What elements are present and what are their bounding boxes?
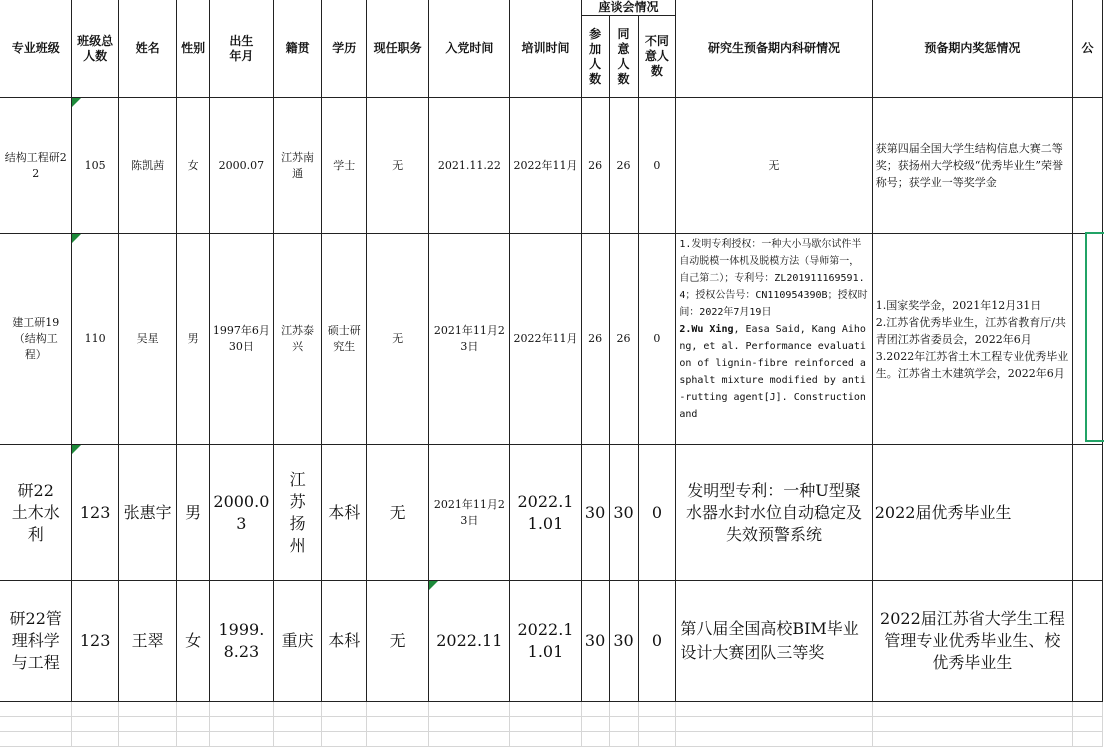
comment-flag-icon	[429, 581, 438, 590]
empty-cell[interactable]	[872, 732, 1072, 747]
cell-attend[interactable]: 26	[581, 98, 609, 234]
cell-attend[interactable]: 30	[581, 581, 609, 702]
cell-agree[interactable]: 26	[609, 98, 638, 234]
cell-attend[interactable]: 30	[581, 445, 609, 581]
cell-current-post[interactable]: 无	[367, 98, 429, 234]
empty-cell[interactable]	[273, 717, 322, 732]
empty-cell[interactable]	[72, 702, 119, 717]
cell-agree[interactable]: 30	[609, 581, 638, 702]
table-row	[0, 581, 1103, 702]
header-native-place[interactable]: 籍贯	[273, 0, 322, 98]
cell-birth[interactable]: 2000.03	[210, 445, 274, 581]
cell-public[interactable]	[1073, 98, 1103, 234]
header-major-class[interactable]: 专业班级	[0, 0, 72, 98]
cell-research[interactable]: 无	[676, 98, 872, 234]
cell-native-place[interactable]: 江苏南通	[273, 98, 322, 234]
empty-cell[interactable]	[273, 732, 322, 747]
empty-cell[interactable]	[210, 732, 274, 747]
empty-cell[interactable]	[510, 702, 581, 717]
empty-cell[interactable]	[429, 702, 510, 717]
empty-cell[interactable]	[0, 702, 72, 717]
cell-agree[interactable]: 30	[609, 445, 638, 581]
empty-row	[0, 717, 1103, 732]
cell-training[interactable]: 2022.11.01	[510, 445, 581, 581]
empty-cell[interactable]	[872, 702, 1072, 717]
cell-birth[interactable]: 1999.8.23	[210, 581, 274, 702]
empty-cell[interactable]	[0, 732, 72, 747]
empty-cell[interactable]	[177, 702, 210, 717]
header-research[interactable]: 研究生预备期内科研情况	[676, 0, 872, 98]
header-agree[interactable]: 同意人数	[609, 16, 638, 98]
empty-cell[interactable]	[367, 702, 429, 717]
header-education[interactable]: 学历	[322, 0, 367, 98]
header-forum-group[interactable]: 座谈会情况	[581, 0, 676, 16]
empty-cell[interactable]	[1073, 732, 1103, 747]
empty-cell[interactable]	[676, 732, 872, 747]
cell-research[interactable]	[676, 234, 872, 445]
cell-name[interactable]: 陈凯茜	[118, 98, 176, 234]
empty-cell[interactable]	[510, 717, 581, 732]
cell-education[interactable]: 本科	[322, 445, 367, 581]
empty-cell[interactable]	[872, 717, 1072, 732]
cell-training[interactable]: 2022年11月	[510, 234, 581, 445]
empty-cell[interactable]	[177, 717, 210, 732]
cell-disagree[interactable]: 0	[638, 581, 676, 702]
table-row	[0, 234, 1103, 445]
empty-cell[interactable]	[1073, 717, 1103, 732]
header-attend[interactable]: 参加人数	[581, 16, 609, 98]
cell-major-class[interactable]: 研22土木水利	[0, 445, 72, 581]
header-join-party[interactable]: 入党时间	[429, 0, 510, 98]
empty-cell[interactable]	[581, 702, 609, 717]
empty-cell[interactable]	[609, 717, 638, 732]
header-class-total[interactable]: 班级总人数	[72, 0, 119, 98]
cell-class-total[interactable]	[72, 445, 119, 581]
cell-awards[interactable]: 2022届江苏省大学生工程管理专业优秀毕业生、校优秀毕业生	[872, 581, 1072, 702]
research-text-clip	[679, 236, 868, 441]
cell-gender[interactable]: 男	[177, 234, 210, 445]
empty-cell[interactable]	[210, 717, 274, 732]
cell-awards[interactable]: 获第四届全国大学生结构信息大赛二等奖；获扬州大学校级“优秀毕业生”荣誉称号；获学业一等奖学金	[872, 98, 1072, 234]
cell-training[interactable]: 2022年11月	[510, 98, 581, 234]
cell-birth[interactable]: 1997年6月30日	[210, 234, 274, 445]
empty-cell[interactable]	[322, 702, 367, 717]
empty-cell[interactable]	[609, 702, 638, 717]
research-item-2	[679, 321, 868, 423]
empty-cell[interactable]	[118, 732, 176, 747]
cell-gender[interactable]: 男	[177, 445, 210, 581]
cell-major-class[interactable]: 研22管理科学与工程	[0, 581, 72, 702]
empty-cell[interactable]	[367, 717, 429, 732]
empty-cell[interactable]	[510, 732, 581, 747]
comment-flag-icon	[72, 445, 81, 454]
table-row	[0, 445, 1103, 581]
empty-cell[interactable]	[322, 717, 367, 732]
empty-cell[interactable]	[676, 717, 872, 732]
header-training[interactable]: 培训时间	[510, 0, 581, 98]
empty-cell[interactable]	[676, 702, 872, 717]
header-disagree[interactable]: 不同意人数	[638, 16, 676, 98]
cell-native-place[interactable]: 江苏扬州	[273, 445, 322, 581]
header-current-post[interactable]: 现任职务	[367, 0, 429, 98]
cell-name[interactable]: 张惠宇	[118, 445, 176, 581]
cell-class-total[interactable]	[72, 98, 119, 234]
header-birth[interactable]: 出生年月	[210, 0, 274, 98]
cell-education[interactable]: 硕士研究生	[322, 234, 367, 445]
cell-research[interactable]: 发明型专利：一种U型聚水器水封水位自动稳定及失效预警系统	[676, 445, 872, 581]
cell-text: 2022.11	[436, 631, 503, 650]
cell-public[interactable]	[1073, 581, 1103, 702]
cell-disagree[interactable]: 0	[638, 98, 676, 234]
cell-class-total[interactable]	[72, 234, 119, 445]
cell-join-party[interactable]: 2021年11月23日	[429, 234, 510, 445]
empty-cell[interactable]	[0, 717, 72, 732]
empty-row	[0, 702, 1103, 717]
cell-major-class[interactable]: 建工研19（结构工程）	[0, 234, 72, 445]
empty-cell[interactable]	[638, 702, 676, 717]
research-author: 2.Wu Xing	[679, 324, 734, 335]
cell-disagree[interactable]: 0	[638, 234, 676, 445]
cell-education[interactable]: 学士	[322, 98, 367, 234]
cell-attend[interactable]: 26	[581, 234, 609, 445]
empty-cell[interactable]	[609, 732, 638, 747]
cell-major-class[interactable]: 结构工程研22	[0, 98, 72, 234]
cell-class-total[interactable]: 123	[72, 581, 119, 702]
table-row	[0, 98, 1103, 234]
cell-native-place[interactable]: 江苏泰兴	[273, 234, 322, 445]
cell-birth[interactable]: 2000.07	[210, 98, 274, 234]
empty-cell[interactable]	[1073, 702, 1103, 717]
header-name[interactable]: 姓名	[118, 0, 176, 98]
empty-cell[interactable]	[638, 717, 676, 732]
header-gender[interactable]: 性别	[177, 0, 210, 98]
cell-name[interactable]: 王翠	[118, 581, 176, 702]
cell-disagree[interactable]: 0	[638, 445, 676, 581]
empty-row	[0, 732, 1103, 747]
empty-cell[interactable]	[72, 717, 119, 732]
cell-name[interactable]: 吴星	[118, 234, 176, 445]
cell-selection-box[interactable]	[1085, 232, 1104, 442]
cell-education[interactable]: 本科	[322, 581, 367, 702]
header-awards[interactable]: 预备期内奖惩情况	[872, 0, 1072, 98]
cell-text: 123	[79, 502, 111, 522]
header-public[interactable]: 公	[1073, 0, 1103, 98]
empty-cell[interactable]	[118, 702, 176, 717]
empty-cell[interactable]	[177, 732, 210, 747]
cell-join-party[interactable]	[429, 581, 510, 702]
empty-cell[interactable]	[429, 732, 510, 747]
cell-awards[interactable]: 2022届优秀毕业生	[872, 445, 1072, 581]
cell-awards[interactable]: 1.国家奖学金，2021年12月31日 2.江苏省优秀毕业生，江苏省教育厅/共青团江苏省委员会，2022年6月 3.2022年江苏省土木工程专业优秀毕业生。江苏省土木建筑学会，2022年6月	[872, 234, 1072, 445]
empty-cell[interactable]	[118, 717, 176, 732]
empty-cell[interactable]	[72, 732, 119, 747]
cell-current-post[interactable]: 无	[367, 445, 429, 581]
cell-native-place[interactable]: 重庆	[273, 581, 322, 702]
empty-cell[interactable]	[638, 732, 676, 747]
empty-cell[interactable]	[429, 717, 510, 732]
cell-current-post[interactable]: 无	[367, 581, 429, 702]
comment-flag-icon	[72, 98, 81, 107]
empty-cell[interactable]	[322, 732, 367, 747]
cell-gender[interactable]: 女	[177, 98, 210, 234]
research-item-1: 1.发明专利授权：一种大小马歇尔试件半自动脱模一体机及脱模方法（导师第一，自己第二）；专利号：ZL201911169591.4；授权公告号：CN110954390B；授权时间：2022年7月19日	[679, 239, 868, 318]
empty-cell[interactable]	[367, 732, 429, 747]
cell-gender[interactable]: 女	[177, 581, 210, 702]
cell-current-post[interactable]: 无	[367, 234, 429, 445]
empty-cell[interactable]	[273, 702, 322, 717]
cell-training[interactable]: 2022.11.01	[510, 581, 581, 702]
cell-public[interactable]	[1073, 445, 1103, 581]
cell-agree[interactable]: 26	[609, 234, 638, 445]
empty-cell[interactable]	[581, 732, 609, 747]
cell-research[interactable]: 第八届全国高校BIM毕业设计大赛团队三等奖	[676, 581, 872, 702]
cell-join-party[interactable]: 2021年11月23日	[429, 445, 510, 581]
comment-flag-icon	[72, 234, 81, 243]
cell-join-party[interactable]: 2021.11.22	[429, 98, 510, 234]
empty-cell[interactable]	[581, 717, 609, 732]
cell-text: 105	[84, 158, 106, 172]
research-citation: , Easa Said, Kang Aihong, et al. Performance evaluation of lignin-fibre reinforced asphalt mixture modified by anti-rutting agent[J]. Construction and	[679, 324, 866, 420]
cell-text: 110	[84, 332, 106, 345]
empty-cell[interactable]	[210, 702, 274, 717]
